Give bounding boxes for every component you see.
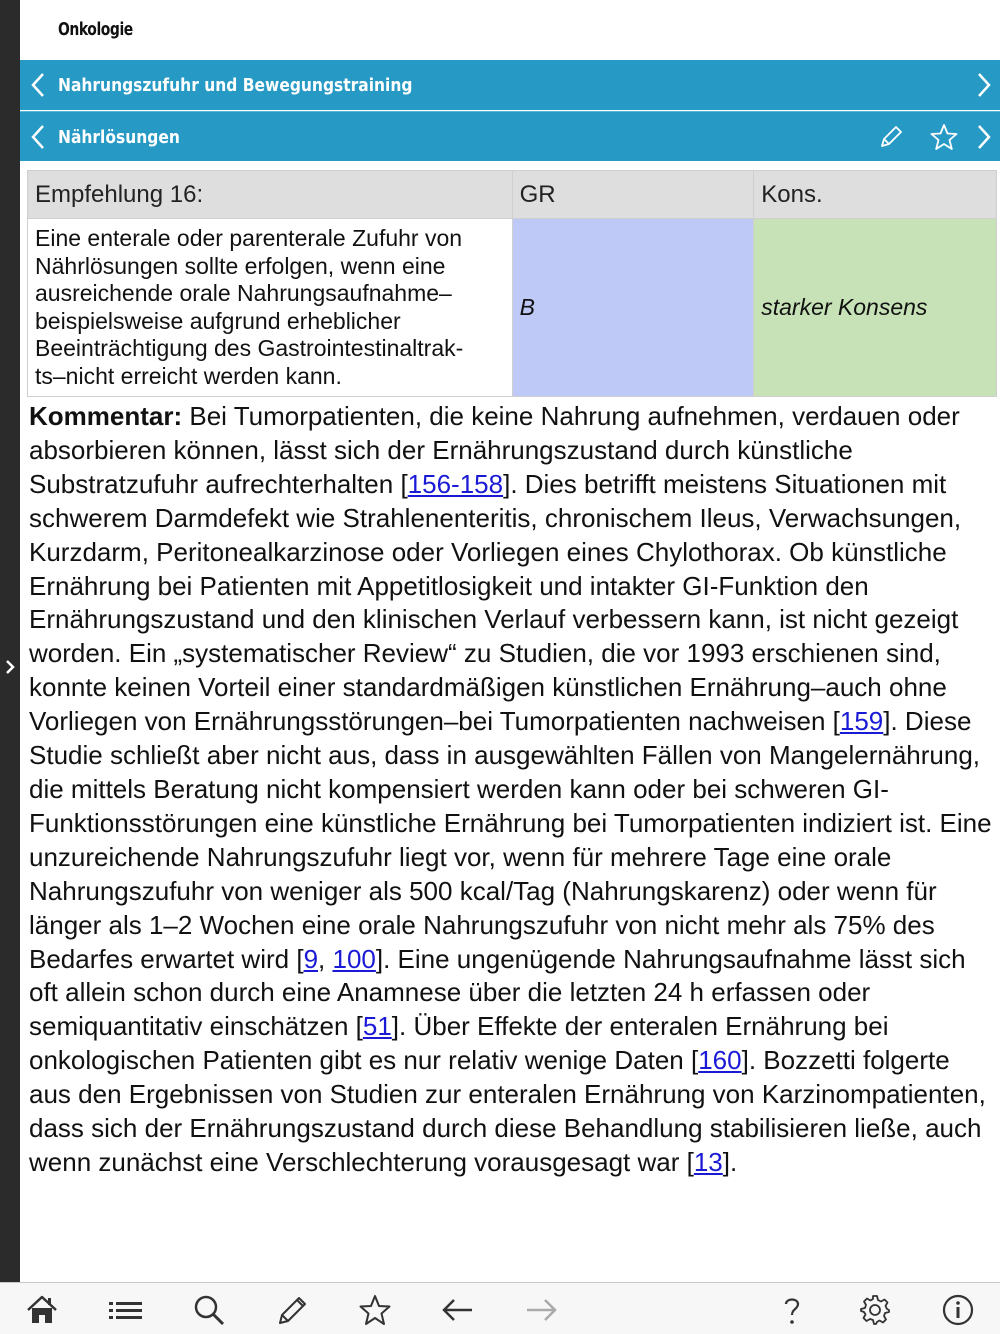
commentary-text: ]. Diese Studie schließt aber nicht aus, dass in ausgewählten Fällen von Mangelernährung, die mittels Beratung nicht kompensiert werden kann oder bei schweren GI-Funktionsstörungen eine künstliche Ernährung bei Tumorpatienten indiziert ist. Eine unzureichende Nahrungszufuhr liegt vor, wenn für mehrere Tage eine orale Nahrungszufuhr von weniger als 500 kcal/Tag (Nahrungskarenz) oder wenn für länger als 1–2 Wochen eine orale Nahrungszufuhr von nicht mehr als 75% des Bedarfes erwartet wird [ <box>29 706 992 974</box>
commentary-text: ]. Dies betrifft meistens Situationen mit schwerem Darmdefekt wie Strahlenenteritis, chronischem Ileus, Verwachsungen, Kurzdarm, Peritonealkarzinose oder Vorliegen eines Chylothorax. Ob künstliche Ernährung bei Patienten mit Appetitlosigkeit und intakter GI-Funktion den Ernährungszustand und den klinischen Verlauf verbessern kann, ist nicht gezeigt worden. Ein „systematischer Review“ zu Studien, die vor 1993 erschienen sind, konnte keinen Vorteil einer standardmäßigen künstlichen Ernährung–auch ohne Vorliegen von Ernährungsstörungen–bei Tumorpatienten nachweisen [ <box>29 468 962 737</box>
chevron-right-icon[interactable] <box>976 124 992 150</box>
column-header-recommendation: Empfehlung 16: <box>28 171 513 219</box>
search-button[interactable] <box>192 1293 226 1327</box>
pencil-icon[interactable] <box>878 124 904 150</box>
commentary-text: ]. Eine ungenügende Nahrungsaufnahme lässt sich oft allein schon durch eine Anamnese über die letzten 24 h erfassen oder semiquantitativ einschätzen [ <box>29 943 966 1042</box>
text-line: Nährlösungen sollte erfolgen, wenn eine <box>35 252 446 279</box>
commentary-text: ]. Bozzetti folgerte aus den Ergebnissen von Studien zur enteralen Ernährung von Karzinompatienten, dass sich der Ernährungszustand durch diese Behandlung stabilisieren ließe, auch wenn zunächst eine Verschlechterung vorausgesagt war [ <box>29 1045 986 1177</box>
home-icon <box>25 1293 59 1327</box>
help-icon <box>775 1293 809 1327</box>
commentary-text: , <box>318 943 333 974</box>
star-icon <box>358 1293 392 1327</box>
chevron-left-icon[interactable] <box>30 124 46 150</box>
info-icon <box>941 1293 975 1327</box>
commentary-text: ]. <box>722 1146 738 1177</box>
citation-link[interactable]: 159 <box>839 706 884 737</box>
search-icon <box>192 1293 226 1327</box>
current-section-label[interactable]: Nährlösungen <box>58 127 180 148</box>
info-button[interactable] <box>941 1293 975 1327</box>
back-button[interactable] <box>441 1293 475 1327</box>
side-panel-strip[interactable] <box>0 0 20 1282</box>
chevron-right-icon[interactable] <box>976 72 992 98</box>
text-line: Eine enterale oder parenterale Zufuhr von <box>35 225 463 251</box>
toc-button[interactable] <box>108 1293 142 1327</box>
bottom-toolbar <box>0 1282 1000 1334</box>
column-header-grade: GR <box>512 171 754 219</box>
favorites-button[interactable] <box>358 1293 392 1327</box>
commentary-text: ]. Über Effekte der enteralen Ernährung bei onkologischen Patienten gibt es nur relativ wenige Daten [ <box>29 1011 889 1076</box>
app-title: Onkologie <box>58 19 133 40</box>
pencil-icon <box>275 1293 309 1327</box>
citation-link[interactable]: 160 <box>698 1045 742 1076</box>
commentary-paragraph <box>29 400 997 1180</box>
forward-button[interactable] <box>524 1293 558 1327</box>
citation-link[interactable]: 13 <box>693 1146 723 1177</box>
text-line: ausreichende orale Nahrungsaufnahme– <box>35 280 452 306</box>
text-line: Beeinträchtigung des Gastrointestinaltrak- <box>35 335 464 361</box>
current-section-bar[interactable] <box>20 111 1000 161</box>
help-button[interactable] <box>775 1293 809 1327</box>
recommendation-text <box>28 219 513 397</box>
citation-link[interactable]: 9 <box>303 943 319 974</box>
notes-button[interactable] <box>275 1293 309 1327</box>
parent-section-label[interactable]: Nahrungszufuhr und Bewegungstraining <box>58 75 413 96</box>
settings-icon <box>858 1293 892 1327</box>
grade-cell: B <box>512 219 754 397</box>
star-icon[interactable] <box>930 123 958 151</box>
commentary-heading: Kommentar: <box>29 401 183 431</box>
home-button[interactable] <box>25 1293 59 1327</box>
text-line: ts–nicht erreicht werden kann. <box>35 362 342 389</box>
app-header <box>20 0 1000 60</box>
commentary-text: Bei Tumorpatienten, die keine Nahrung aufnehmen, verdauen oder absorbieren können, lässt sich der Ernährungszustand durch künstliche Substratzufuhr aufrechterhalten [ <box>29 401 960 499</box>
table-header-row <box>28 171 997 219</box>
settings-button[interactable] <box>858 1293 892 1327</box>
citation-link[interactable]: 156-158 <box>407 468 504 499</box>
list-icon <box>108 1293 142 1327</box>
chevron-right-icon[interactable] <box>3 656 17 678</box>
table-row <box>28 219 997 397</box>
chevron-left-icon[interactable] <box>30 72 46 98</box>
column-header-consensus: Kons. <box>754 171 997 219</box>
recommendation-table <box>27 170 997 397</box>
arrow-left-icon <box>441 1293 475 1327</box>
consensus-cell: starker Konsens <box>754 219 997 397</box>
text-line: beispielsweise aufgrund erheblicher <box>35 307 401 334</box>
citation-link[interactable]: 51 <box>362 1011 392 1042</box>
parent-section-bar[interactable] <box>20 60 1000 110</box>
arrow-right-icon <box>524 1293 558 1327</box>
citation-link[interactable]: 100 <box>332 943 376 974</box>
